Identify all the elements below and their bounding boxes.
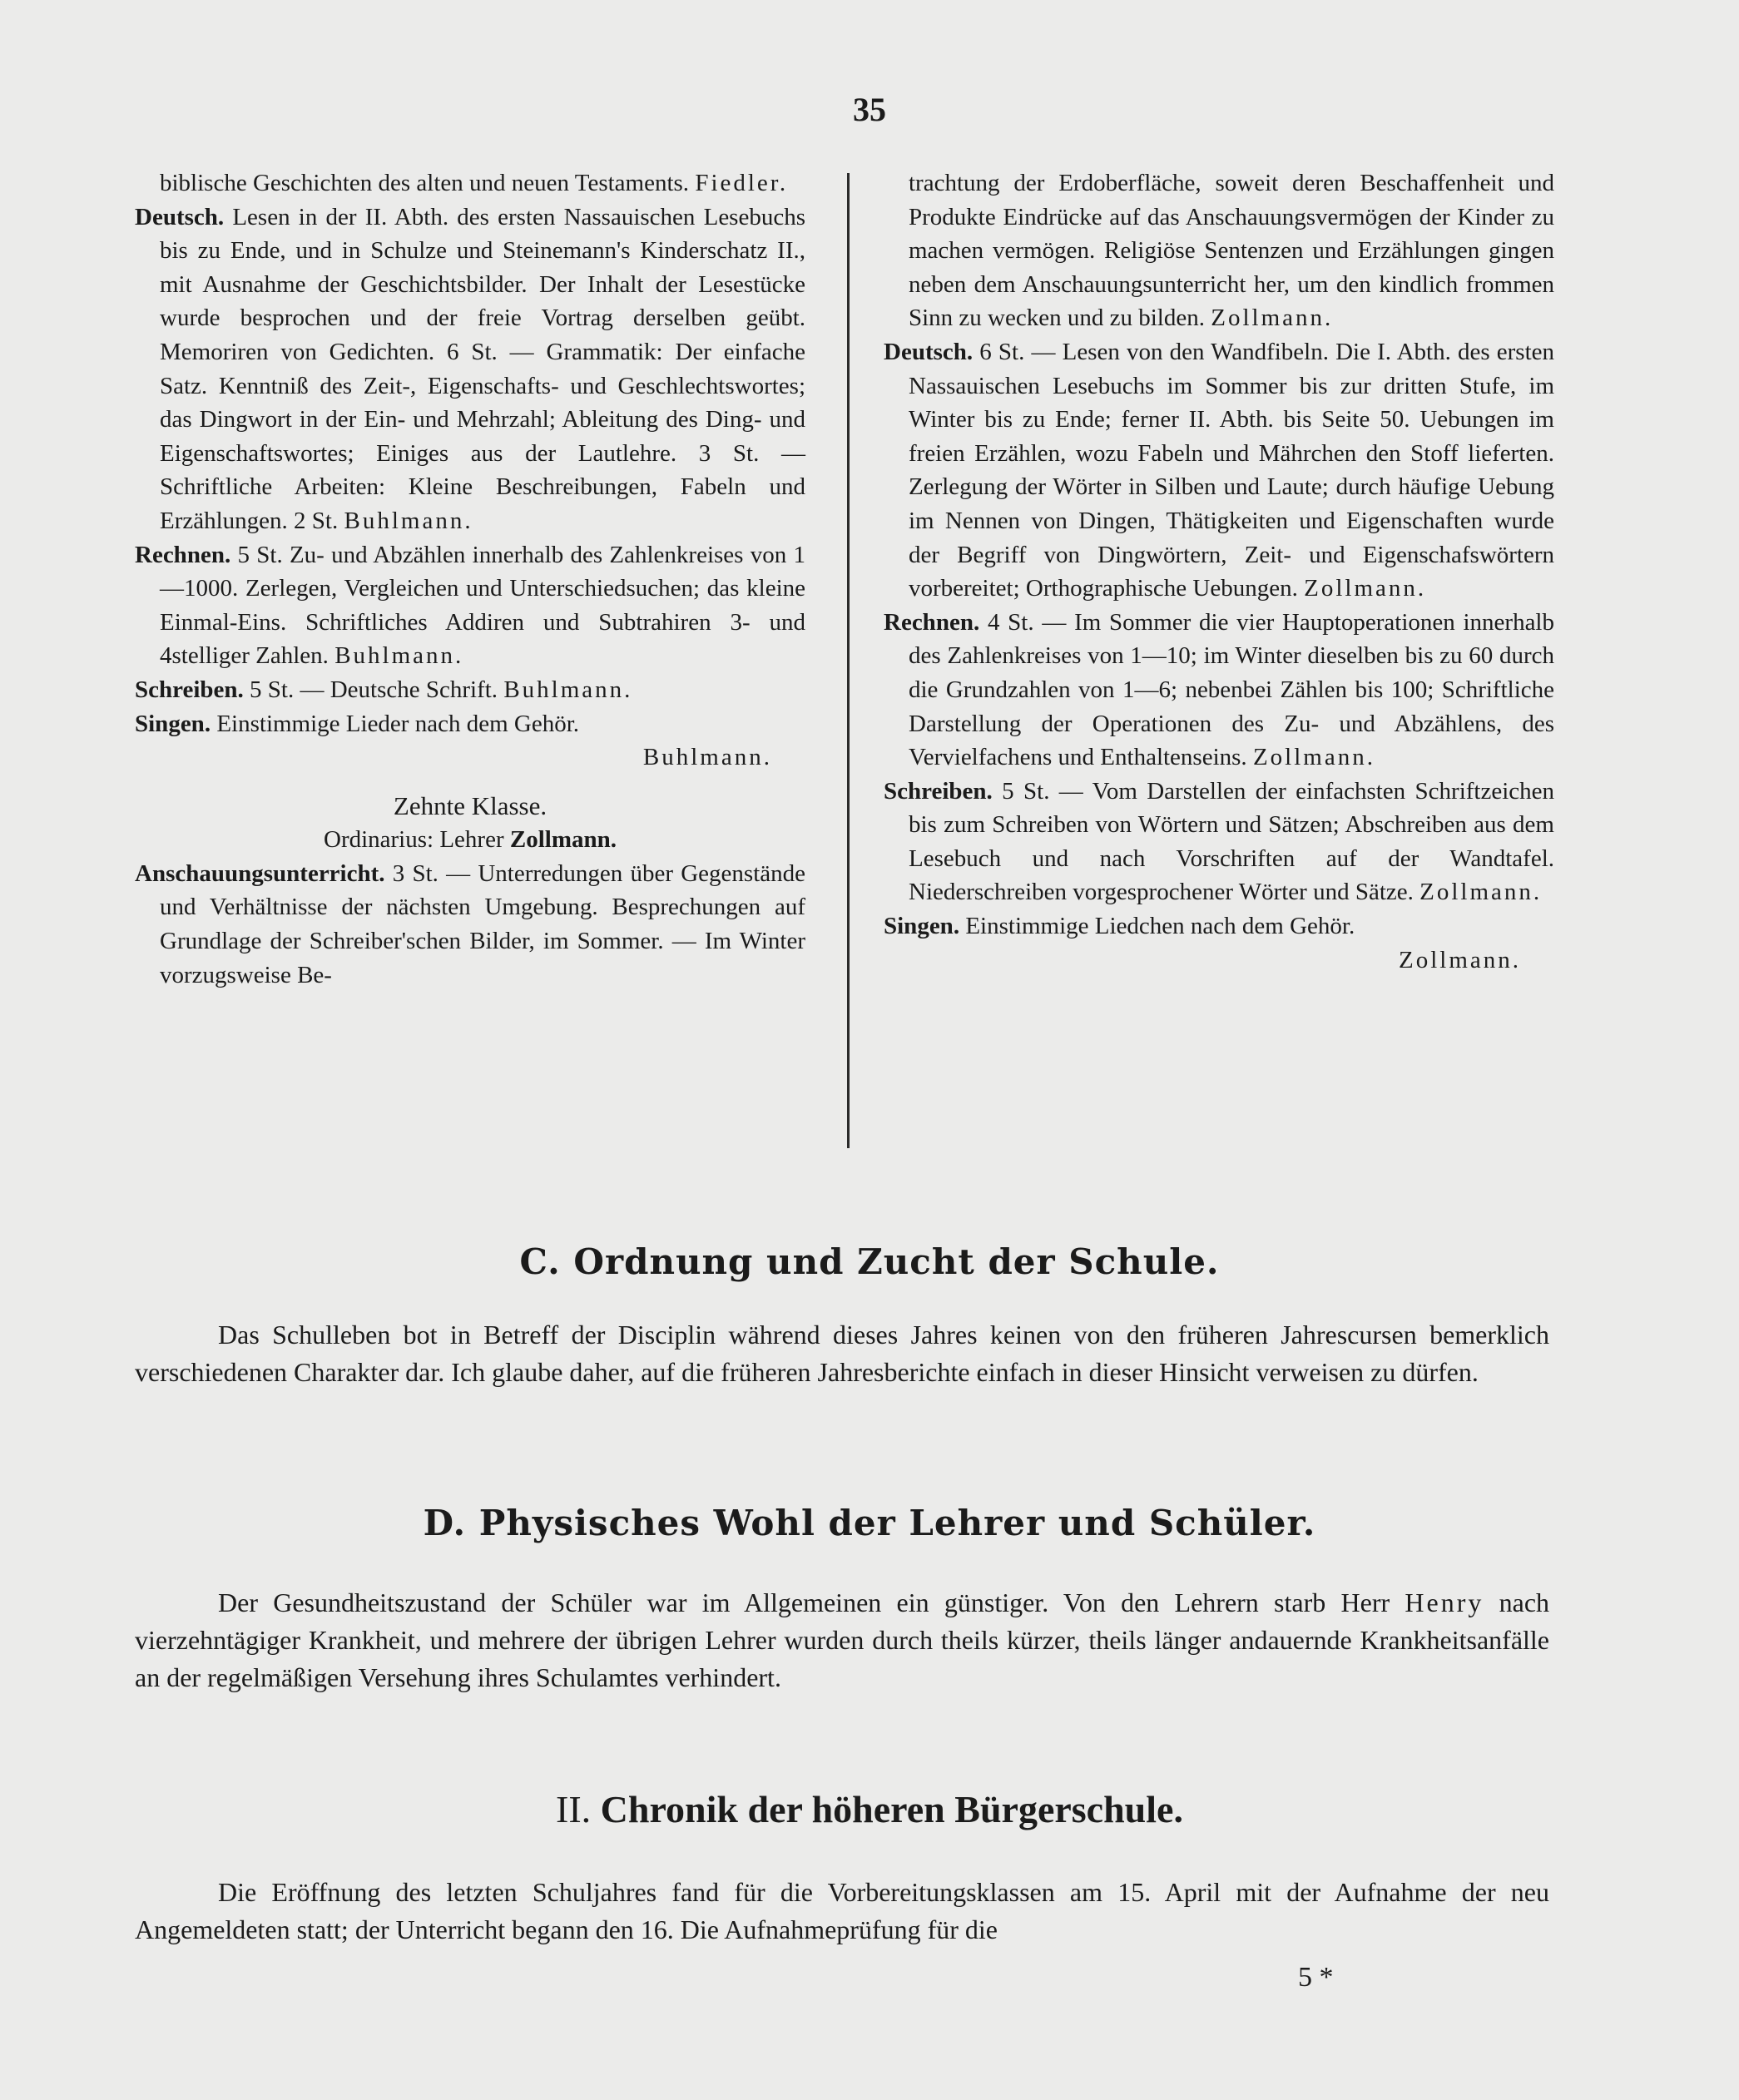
teacher-buhlmann: Buhlmann. <box>503 676 633 703</box>
teacher-buhlmann: Buhlmann. <box>642 744 772 771</box>
teacher-buhlmann: Buhlmann. <box>344 507 473 534</box>
subject-schreiben: Schreiben. <box>884 777 993 805</box>
ordinarius-label: Ordinarius: Lehrer <box>324 826 504 854</box>
left-schreiben-text: 5 St. — Deutsche Schrift. <box>250 676 498 703</box>
ordinarius-line <box>135 823 805 857</box>
ordinarius-name: Zollmann. <box>509 826 617 854</box>
page-number: 35 <box>853 91 886 128</box>
column-divider <box>847 173 850 1148</box>
chapter-ii-body: Die Eröffnung des letzten Schuljahres fand für die Vorbereitungsklassen am 15. April mit der Aufnahme der neu Angemeldeten statt; der Unterricht begann den 16. Die Aufnahmeprüfung für die <box>135 1877 1549 1944</box>
left-singen-author-line <box>135 740 805 775</box>
right-rechnen-paragraph <box>884 606 1554 775</box>
chapter-title: Chronik der höheren Bürgerschule. <box>600 1788 1183 1830</box>
subject-singen: Singen. <box>884 913 960 940</box>
teacher-henry: Henry <box>1405 1587 1484 1617</box>
teacher-zollmann: Zollmann. <box>1304 575 1427 602</box>
klasse-heading: Zehnte Klasse. <box>393 790 547 820</box>
left-singen-text: Einstimmige Lieder nach dem Gehör. <box>216 710 580 737</box>
section-d-text-1: Der Gesundheitszustand der Schüler war im Allgemeinen ein günstiger. Von den Lehrern starb Herr <box>218 1587 1390 1617</box>
subject-deutsch: Deutsch. <box>135 203 225 230</box>
left-bible-paragraph <box>135 166 805 201</box>
subject-rechnen: Rechnen. <box>135 541 231 568</box>
right-deutsch-paragraph <box>884 335 1554 606</box>
subject-rechnen: Rechnen. <box>884 608 980 636</box>
right-singen-text: Einstimmige Liedchen nach dem Gehör. <box>965 913 1355 940</box>
signature-mark: 5 * <box>1298 1962 1334 1993</box>
section-d-text-2: nach vierzehntägiger Krankheit, und mehrere der übrigen Lehrer wurden durch theils kürzer, theils länger andauernde Krankheitsanfälle an der regelmäßigen Versehung ihres Schulamtes verhindert. <box>135 1587 1550 1692</box>
subject-deutsch: Deutsch. <box>884 338 974 365</box>
teacher-zollmann: Zollmann. <box>1398 946 1521 973</box>
teacher-zollmann: Zollmann. <box>1419 879 1543 906</box>
right-singen-paragraph <box>884 909 1554 944</box>
left-rechnen-text: 5 St. Zu- und Abzählen innerhalb des Zahlenkreises von 1—1000. Zerlegen, Vergleichen und Unterschiedsuchen; das kleine Einmal-Eins. Schriftliches Addiren und Subtrahiren 3- und 4stelliger Zahlen. <box>160 541 805 670</box>
right-singen-author-line <box>884 944 1554 978</box>
subject-anschauungsunterricht: Anschauungsunterricht. <box>135 859 385 887</box>
subject-singen: Singen. <box>135 710 211 737</box>
right-schreiben-paragraph <box>884 775 1554 909</box>
section-d-heading: D. Physisches Wohl der Lehrer und Schüler. <box>423 1503 1316 1543</box>
right-schreiben-text: 5 St. — Vom Darstellen der einfachsten Schriftzeichen bis zum Schreiben von Wörtern und Sätzen; Abschreiben aus dem Lesebuch und nach Vorschriften auf der Wandtafel. Niederschreiben vorgesprochener Wörter und Sätze. <box>909 777 1555 906</box>
left-anschauung-text: 3 St. — Unterredungen über Gegenstände und Verhältnisse der nächsten Umgebung. Besprechungen auf Grundlage der Schreiber'schen Bilder, im Sommer. — Im Winter vorzugsweise Be- <box>160 859 805 988</box>
left-singen-paragraph <box>135 707 805 741</box>
right-deutsch-text: 6 St. — Lesen von den Wandfibeln. Die I. Abth. des ersten Nassauischen Lesebuchs im Sommer bis zur dritten Stufe, im Winter bis zu Ende; ferner II. Abth. bis Seite 50. Uebungen im freien Erzählen, wozu Fabeln und Mährchen den Stoff lieferten. Zerlegung der Wörter in Silben und Laute; durch häufige Uebung im Nennen von Dingen, Thätigkeiten und Eigenschaften wurde der Begriff von Dingwörtern, Zeit- und Eigenschafswörtern vorbereitet; Orthographische Uebungen. <box>909 338 1554 602</box>
left-column <box>135 166 805 992</box>
left-deutsch-text: Lesen in der II. Abth. des ersten Nassauischen Lesebuchs bis zu Ende, und in Schulze und Steinemann's Kinderschatz II., mit Ausnahme der Geschichtsbilder. Der Inhalt der Lesestücke wurde besprochen und der freie Vortrag derselben geübt. Memoriren von Gedichten. 6 St. — Grammatik: Der einfache Satz. Kenntniß des Zeit-, Eigenschafts- und Geschlechtswortes; das Dingwort in der Ein- und Mehrzahl; Ableitung des Ding- und Eigenschaftswortes; Einiges aus der Lautlehre. 3 St. — Schriftliche Arbeiten: Kleine Beschreibungen, Fabeln und Erzählungen. 2 St. <box>160 203 806 534</box>
left-deutsch-paragraph <box>135 201 805 538</box>
teacher-buhlmann: Buhlmann. <box>334 642 464 670</box>
right-anschauung-continuation <box>884 166 1554 335</box>
subject-schreiben: Schreiben. <box>135 676 244 703</box>
left-schreiben-paragraph <box>135 673 805 707</box>
section-c-heading: C. Ordnung und Zucht der Schule. <box>519 1241 1220 1282</box>
left-bible-text: biblische Geschichten des alten und neuen Testaments. <box>160 170 690 196</box>
chapter-numeral: II. <box>556 1788 592 1830</box>
section-d-body <box>135 1584 1549 1696</box>
teacher-zollmann: Zollmann. <box>1252 744 1375 771</box>
left-rechnen-paragraph <box>135 538 805 673</box>
teacher-fiedler: Fiedler. <box>695 170 789 196</box>
section-c-body: Das Schulleben bot in Betreff der Disciplin während dieses Jahres keinen von den früheren Jahrescursen bemerklich verschiedenen Charakter dar. Ich glaube daher, auf die früheren Jahresberichte einfach in dieser Hinsicht verweisen zu dürfen. <box>135 1320 1549 1387</box>
right-rechnen-text: 4 St. — Im Sommer die vier Hauptoperationen innerhalb des Zahlenkreises von 1—10; im Winter dieselben bis zu 60 durch die Grundzahlen von 1—6; nebenbei Zählen bis 100; Schriftliche Darstellung der Operationen des Zu- und Abzählens, des Vervielfachens und Enthaltenseins. <box>909 608 1554 771</box>
teacher-zollmann: Zollmann. <box>1211 305 1334 332</box>
chapter-ii-heading <box>0 1787 1739 1831</box>
right-anschauung-text: trachtung der Erdoberfläche, soweit deren Beschaffenheit und Produkte Eindrücke auf das Anschauungsvermögen der Kinder zu machen vermögen. Religiöse Sentenzen und Erzählungen gingen neben dem Anschauungsunterricht her, um den kindlich frommen Sinn zu wecken und zu bilden. <box>909 170 1554 332</box>
right-column <box>884 166 1554 977</box>
left-anschauung-paragraph <box>135 857 805 992</box>
